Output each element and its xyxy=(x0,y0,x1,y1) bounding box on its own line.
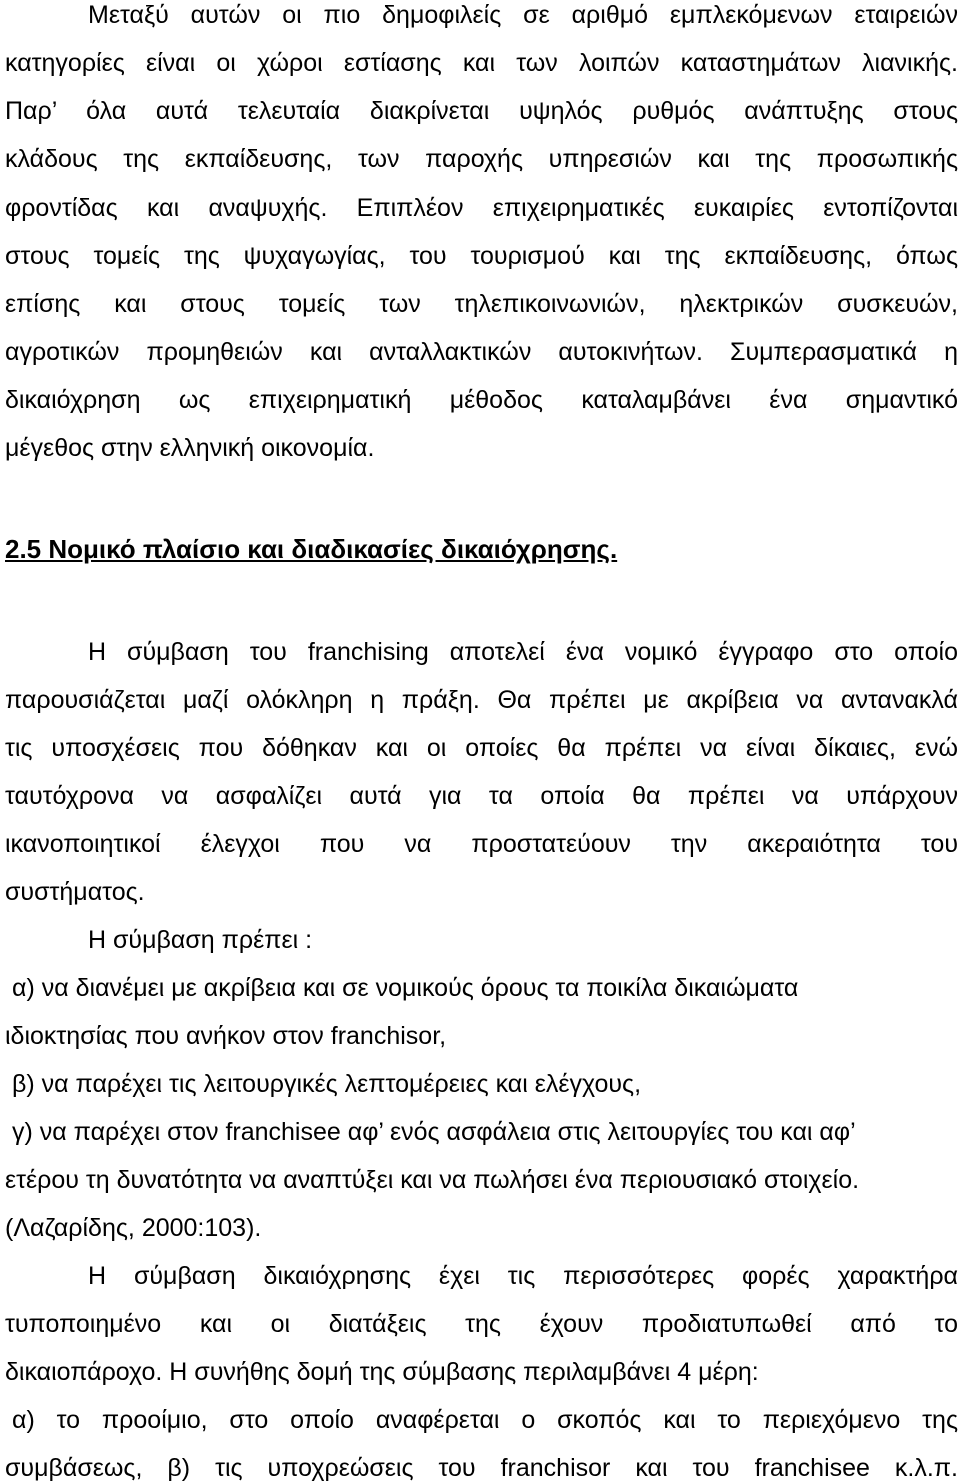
section-heading: 2.5 Νομικό πλαίσιο και διαδικασίες δικαιόχρησης. xyxy=(5,534,618,564)
text-line: φροντίδας και αναψυχής. Επιπλέον επιχειρηματικές ευκαιρίες εντοπίζονται xyxy=(5,194,958,222)
text-line: παρουσιάζεται μαζί ολόκληρη η πράξη. Θα πρέπει με ακρίβεια να αντανακλά xyxy=(5,686,958,714)
text-line: ικανοποιητικοί έλεγχοι που να προστατεύουν την ακεραιότητα του xyxy=(5,830,958,858)
list-item-continuation: ετέρου τη δυνατότητα να αναπτύξει και να πωλήσει ένα περιουσιακό στοιχείο. xyxy=(5,1166,860,1194)
text-line: δικαιόχρηση ως επιχειρηματική μέθοδος καταλαμβάνει ένα σημαντικό xyxy=(5,386,958,414)
text-line: τις υποσχέσεις που δόθηκαν και οι οποίες θα πρέπει να είναι δίκαιες, ενώ xyxy=(5,734,958,762)
text-line: Παρ’ όλα αυτά τελευταία διακρίνεται υψηλός ρυθμός ανάπτυξης στους xyxy=(5,97,958,125)
list-item: γ) να παρέχει στον franchisee αφ’ ενός ασφάλεια στις λειτουργίες του και αφ’ xyxy=(12,1118,856,1146)
list-item-continuation: ιδιοκτησίας που ανήκον στον franchisor, xyxy=(5,1022,447,1050)
list-intro: Η σύμβαση πρέπει : xyxy=(88,926,313,954)
text-line: Η σύμβαση δικαιόχρησης έχει τις περισσότερες φορές χαρακτήρα xyxy=(88,1262,958,1290)
list-item: β) να παρέχει τις λειτουργικές λεπτομέρειες και ελέγχους, xyxy=(12,1070,642,1098)
citation: (Λαζαρίδης, 2000:103). xyxy=(5,1214,262,1242)
text-line: στους τομείς της ψυχαγωγίας, του τουρισμού και της εκπαίδευσης, όπως xyxy=(5,242,958,270)
text-line: κατηγορίες είναι οι χώροι εστίασης και των λοιπών καταστημάτων λιανικής. xyxy=(5,49,958,77)
text-line: Η σύμβαση του franchising αποτελεί ένα νομικό έγγραφο στο οποίο xyxy=(88,638,958,666)
list-item: α) να διανέμει με ακρίβεια και σε νομικούς όρους τα ποικίλα δικαιώματα xyxy=(12,974,799,1002)
text-line: επίσης και στους τομείς των τηλεπικοινωνιών, ηλεκτρικών συσκευών, xyxy=(5,290,958,318)
text-line: μέγεθος στην ελληνική οικονομία. xyxy=(5,434,375,462)
text-line: α) το προοίμιο, στο οποίο αναφέρεται ο σκοπός και το περιεχόμενο της xyxy=(12,1406,958,1434)
text-line: Μεταξύ αυτών οι πιο δημοφιλείς σε αριθμό εμπλεκόμενων εταιρειών xyxy=(88,1,958,29)
text-line: δικαιοπάροχο. Η συνήθης δομή της σύμβασης περιλαμβάνει 4 μέρη: xyxy=(5,1358,759,1386)
text-line: ταυτόχρονα να ασφαλίζει αυτά για τα οποία θα πρέπει να υπάρχουν xyxy=(5,782,958,810)
text-line: αγροτικών προμηθειών και ανταλλακτικών αυτοκινήτων. Συμπερασματικά η xyxy=(5,338,958,366)
text-line: τυποποιημένο και οι διατάξεις της έχουν προδιατυπωθεί από το xyxy=(5,1310,958,1338)
text-line: συμβάσεως, β) τις υποχρεώσεις του franchisor και του franchisee κ.λ.π. xyxy=(5,1454,958,1482)
text-line: συστήματος. xyxy=(5,878,145,906)
text-line: κλάδους της εκπαίδευσης, των παροχής υπηρεσιών και της προσωπικής xyxy=(5,145,958,173)
